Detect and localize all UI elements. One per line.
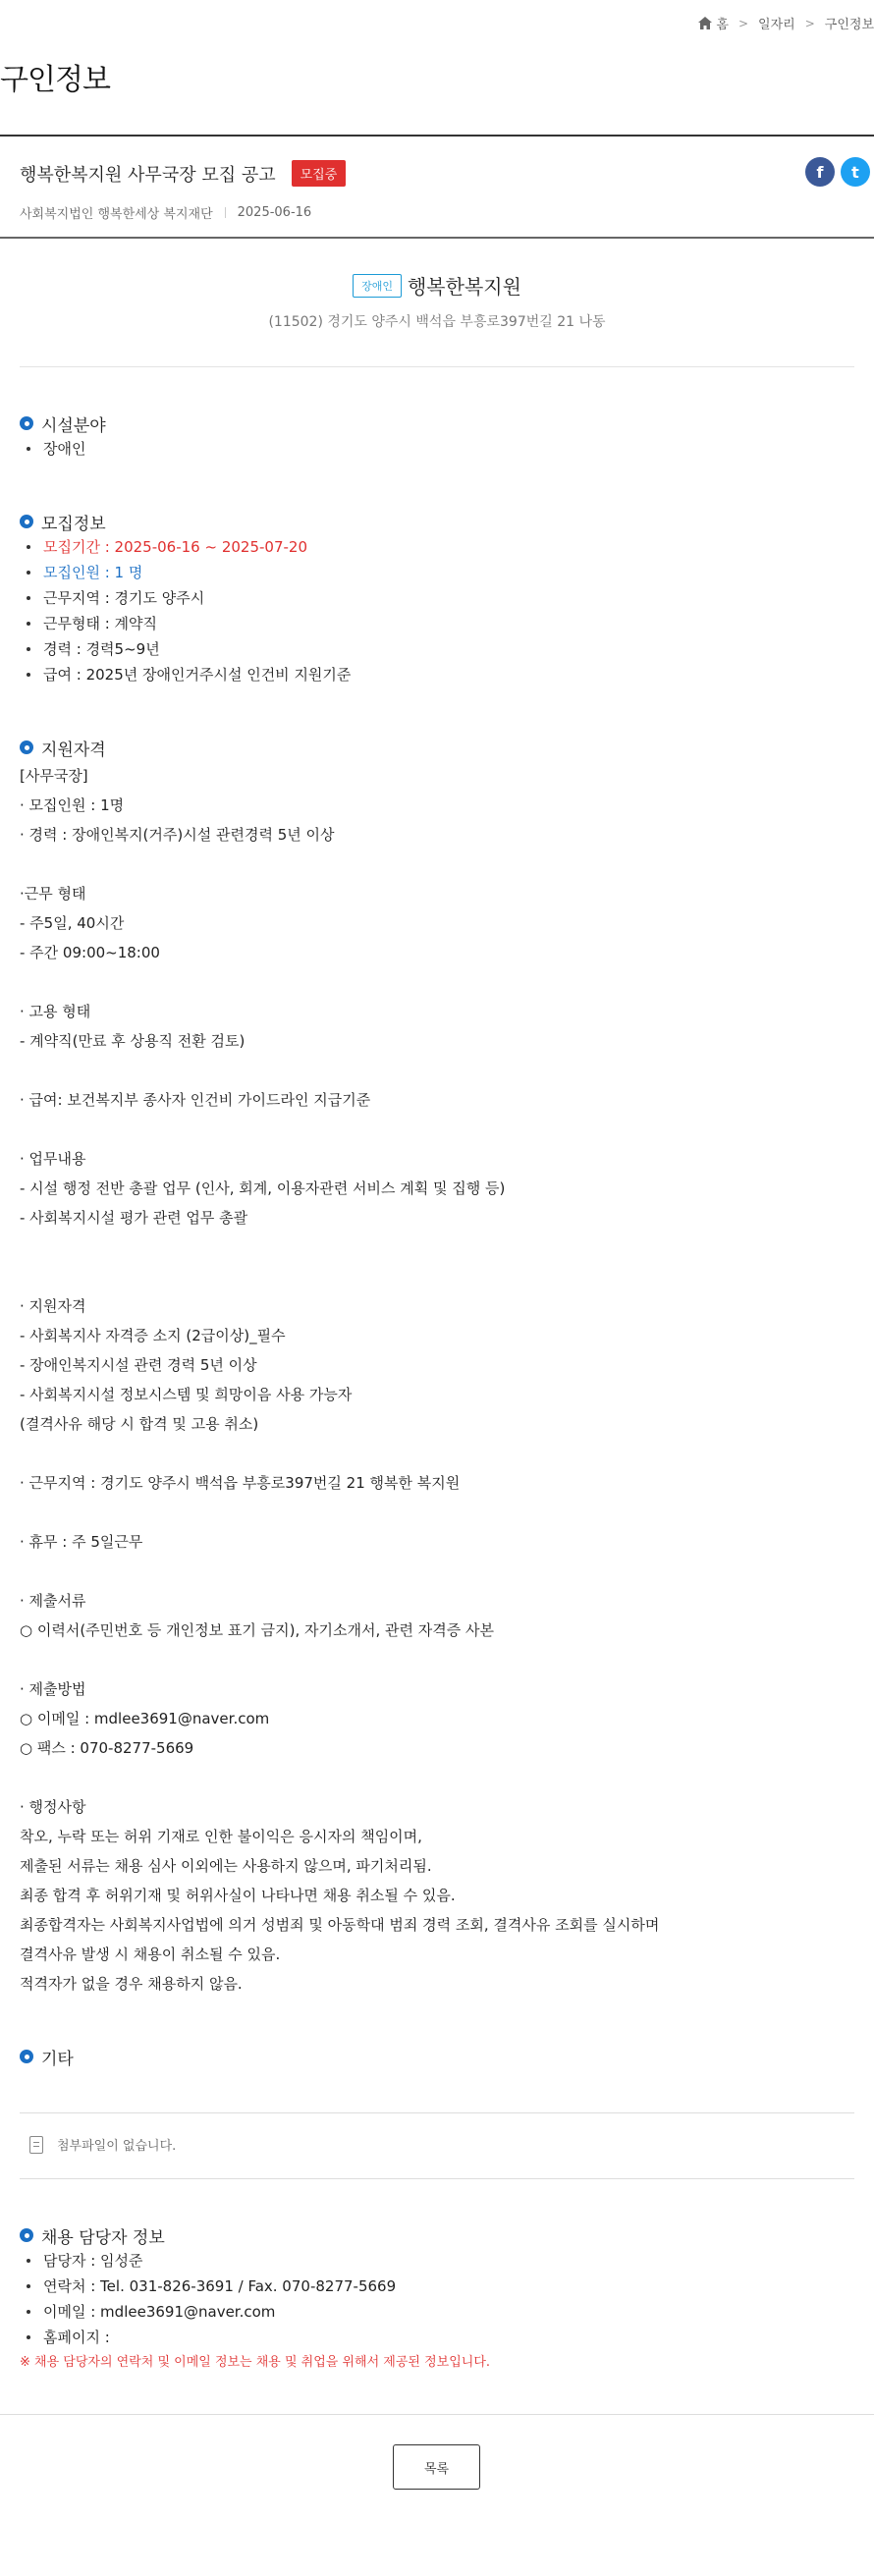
section-field [20,411,854,462]
qualification-line: ○ 이메일 : mdlee3691@naver.com [20,1710,270,1727]
breadcrumb-current: 구인정보 [824,18,874,32]
org-name-row [353,271,521,300]
qualification-line: · 제출서류 [20,1592,86,1610]
qualification-line: 제출된 서류는 채용 심사 이외에는 사용하지 않으며, 파기처리됨. [20,1857,432,1875]
qualification-line: - 주간 09:00~18:00 [20,944,160,961]
qualification-line: [사무국장] [20,767,88,785]
facility-type-tag: 장애인 [353,274,402,298]
qualification-line: (결격사유 해당 시 합격 및 고용 취소) [20,1415,259,1433]
qualification-line [20,1645,854,1674]
post-title: 행복한복지원 사무국장 모집 공고 [20,164,276,186]
section-etc [20,2044,854,2069]
qualification-line [20,1056,854,1085]
qualification-line: - 주5일, 40시간 [20,914,125,932]
qualification-line: · 제출방법 [20,1680,86,1698]
qualification-line [20,1763,854,1792]
breadcrumb [698,14,874,32]
qualification-line: · 지원자격 [20,1297,86,1315]
facebook-icon: f [816,162,824,182]
post-meta [20,203,311,222]
breadcrumb-jobs[interactable]: 일자리 [758,18,795,32]
qualification-line: · 급여: 보건복지부 종사자 인건비 가이드라인 지급기준 [20,1091,371,1109]
bullet-circle-icon [20,740,33,754]
qualification-line: - 사회복지시설 평가 관련 업무 총괄 [20,1209,248,1227]
status-badge: 모집중 [292,160,347,187]
home-icon [698,17,712,29]
facebook-share-button[interactable] [805,157,835,187]
list-item: 근무형태 : 계약직 [20,611,854,636]
recruit-period: 모집기간 : 2025-06-16 ~ 2025-07-20 [20,534,854,560]
list-item: 장애인 [20,436,854,462]
share-buttons [805,157,870,187]
list-button[interactable]: 목록 [393,2444,480,2490]
qualification-line: 적격자가 없을 경우 채용하지 않음. [20,1975,243,1993]
meta-divider [225,207,226,218]
section-title-text: 채용 담당자 정보 [41,2227,165,2248]
list-item: 급여 : 2025년 장애인거주시설 인건비 지원기준 [20,662,854,687]
org-address: (11502) 경기도 양주시 백석읍 부흥로397번길 21 나동 [268,314,606,330]
attachment-text: 첨부파일이 없습니다. [57,2139,177,2154]
section-title [20,735,854,760]
contact-phone: 연락처 : Tel. 031-826-3691 / Fax. 070-8277-5669 [20,2274,854,2299]
post-title-row [20,160,346,187]
attachment-row [29,2135,176,2154]
divider [20,2112,854,2113]
post-org-corp: 사회복지법인 행복한세상 복지재단 [20,207,213,222]
bullet-circle-icon [20,2228,33,2242]
breadcrumb-home-label: 홈 [716,18,729,32]
divider [0,2414,874,2415]
org-info [0,271,874,331]
qualification-line: · 모집인원 : 1명 [20,796,125,814]
section-title-text: 기타 [41,2049,74,2069]
qualification-line: - 사회복지사 자격증 소지 (2급이상)_필수 [20,1327,286,1344]
qualification-line: ○ 이력서(주민번호 등 개인정보 표기 금지), 자기소개서, 관련 자격증 사본 [20,1621,494,1639]
qualification-line: 결격사유 발생 시 채용이 취소될 수 있음. [20,1946,281,1963]
breadcrumb-home[interactable] [698,14,729,32]
contact-list [20,2248,854,2350]
chevron-right-icon: > [737,16,749,30]
qualification-line: 최종 합격 후 허위기재 및 허위사실이 나타나면 채용 취소될 수 있음. [20,1887,456,1904]
field-list [20,436,854,462]
page-title: 구인정보 [0,63,110,97]
bullet-circle-icon [20,416,33,430]
post-date: 2025-06-16 [237,205,312,220]
post-header [0,135,874,239]
section-title-text: 지원자격 [41,740,106,760]
qualification-line: · 고용 형태 [20,1003,91,1020]
qualification-line: - 시설 행정 전반 총괄 업무 (인사, 회계, 이용자관련 서비스 계획 및 집행 등) [20,1179,506,1197]
qualification-line: 최종합격자는 사회복지사업법에 의거 성범죄 및 아동학대 범죄 경력 조회, 결격사유 조회를 실시하며 [20,1916,660,1934]
contact-note: ※ 채용 담당자의 연락처 및 이메일 정보는 채용 및 취업을 위해서 제공된 정보입니다. [20,2355,491,2370]
chevron-right-icon: > [804,16,815,30]
contact-email: 이메일 : mdlee3691@naver.com [20,2299,854,2325]
twitter-share-button[interactable] [841,157,870,187]
qualification-line: · 업무내용 [20,1150,86,1168]
section-title-text: 시설분야 [41,415,106,436]
qualification-line [20,1115,854,1144]
qualification-line [20,967,854,997]
divider [20,366,854,367]
qualification-line: - 계약직(만료 후 상용직 전환 검토) [20,1032,246,1050]
section-title [20,411,854,436]
qualification-line [20,1498,854,1527]
qualification-line [20,1262,854,1291]
recruit-list [20,534,854,687]
contact-person: 담당자 : 임성준 [20,2248,854,2274]
qualification-line: - 장애인복지시설 관련 경력 5년 이상 [20,1356,257,1374]
file-icon [29,2136,43,2154]
qualification-line: · 행정사항 [20,1798,86,1816]
qualification-line: - 사회복지시설 정보시스템 및 희망이음 사용 가능자 [20,1386,353,1403]
qualification-line: · 경력 : 장애인복지(거주)시설 관련경력 5년 이상 [20,826,335,844]
section-qualification [20,735,854,1999]
recruit-headcount: 모집인원 : 1 명 [20,560,854,585]
divider [20,2178,854,2179]
qualification-body [20,761,854,1999]
bullet-circle-icon [20,515,33,528]
section-title [20,2222,854,2248]
bullet-circle-icon [20,2050,33,2063]
section-recruit [20,509,854,687]
qualification-line: 착오, 누락 또는 허위 기재로 인한 불이익은 응시자의 책임이며, [20,1828,422,1845]
list-item: 경력 : 경력5~9년 [20,636,854,662]
qualification-line [20,1557,854,1586]
qualification-line: ○ 팩스 : 070-8277-5669 [20,1739,194,1757]
list-item: 근무지역 : 경기도 양주시 [20,585,854,611]
qualification-line: · 근무지역 : 경기도 양주시 백석읍 부흥로397번길 21 행복한 복지원 [20,1474,461,1492]
section-title-text: 모집정보 [41,514,106,534]
section-title [20,2044,854,2069]
qualification-line [20,1439,854,1468]
section-title [20,509,854,534]
section-contact [20,2222,854,2376]
twitter-icon: t [851,162,859,182]
contact-homepage: 홈페이지 : [20,2325,854,2350]
qualification-line [20,850,854,879]
qualification-line: ·근무 형태 [20,885,86,903]
org-name: 행복한복지원 [407,275,521,299]
qualification-line [20,1233,854,1262]
qualification-line: · 휴무 : 주 5일근무 [20,1533,143,1551]
